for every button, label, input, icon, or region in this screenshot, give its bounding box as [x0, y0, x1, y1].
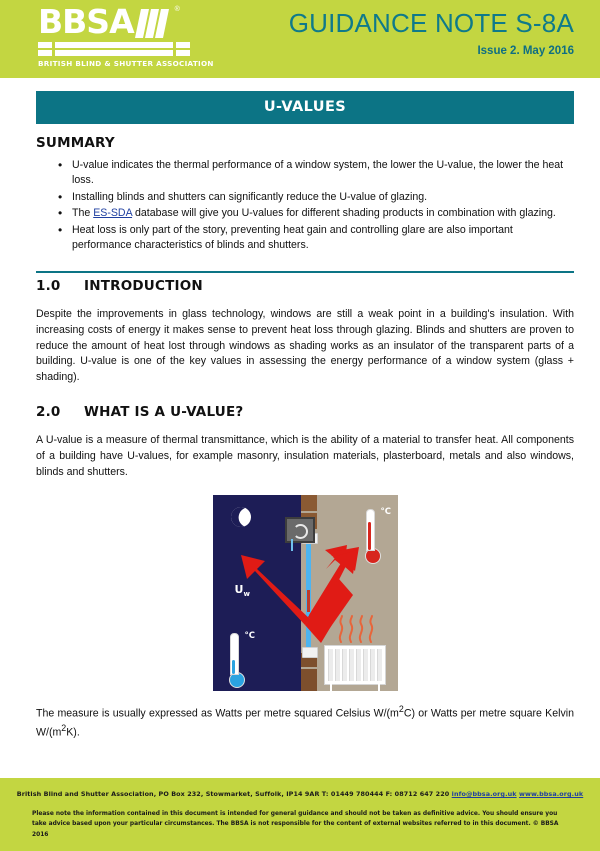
section-number: 1.0	[36, 277, 61, 294]
section-heading-introduction	[36, 278, 574, 294]
bullet-text: Heat loss is only part of the story, preventing heat gain and controlling glare are also important performance characteristics of blinds and shutters.	[72, 223, 513, 252]
section-body-what-is-a-u-value: A U-value is a measure of thermal transmittance, which is the ability of a material to transfer heat. All components of a building have U-values, for example masonry, insulation materials, plasterboard, metals and also windows, blinds and shutters.	[36, 434, 574, 478]
bbsa-logo	[38, 2, 228, 68]
list-item	[58, 223, 574, 254]
bullet-text: Installing blinds and shutters can significantly reduce the U-value of glazing.	[72, 190, 428, 203]
radiator-legs	[324, 684, 386, 691]
footer-website-link[interactable]: www.bbsa.org.uk	[518, 790, 584, 798]
thermometer-cold	[229, 630, 255, 688]
logo-subtitle: BRITISH BLIND & SHUTTER ASSOCIATION	[38, 59, 214, 68]
logo-brand-text: BBSA	[38, 2, 134, 41]
document-title: GUIDANCE NOTE S-8A	[288, 8, 574, 38]
closing-text-part-1: The measure is usually expressed as Watts per metre squared Celsius W/(m	[36, 707, 399, 720]
bullet-text: The	[72, 207, 94, 220]
page-body	[0, 91, 600, 742]
figure-container	[36, 495, 574, 691]
section-title: INTRODUCTION	[84, 277, 203, 294]
thermometer-tube	[366, 509, 375, 551]
logo-mark	[38, 2, 228, 41]
summary-heading: SUMMARY	[36, 135, 115, 151]
bullet-text-post: database will give you U-values for different shading products in combination with glazing.	[132, 207, 556, 220]
section-number: 2.0	[36, 404, 61, 421]
rising-heat-icon	[336, 615, 376, 643]
closing-text-part-3: K).	[66, 726, 80, 739]
logo-bars-decoration	[38, 42, 190, 56]
degree-label-cold: °C	[244, 630, 255, 641]
list-item	[58, 158, 574, 189]
thermometer-hot	[365, 506, 391, 564]
section-title: WHAT IS A U-VALUE?	[84, 404, 244, 421]
superscript-squared-1: 2	[398, 703, 404, 714]
content-column	[36, 91, 574, 742]
list-item	[58, 206, 574, 221]
registered-trademark-icon: ®	[174, 6, 180, 13]
es-sda-link[interactable]: ES-SDA	[93, 207, 133, 220]
radiator-icon	[324, 645, 386, 685]
footer-disclaimer: Please note the information contained in this document is intended for general guidance and should not be taken as definitive advice. You should ensure you take advice based upon your particular circumstances. The BBSA is not responsible for the content of external websites referred to in this document. © BBSA 2016	[32, 811, 559, 838]
uw-symbol: U	[234, 582, 244, 596]
thermometer-tube	[230, 633, 239, 675]
closing-paragraph	[36, 703, 574, 742]
closing-text-part-2: C) or Watts per metre square Kelvin W/(m	[36, 707, 574, 739]
summary-bullet-list	[36, 158, 574, 254]
section-heading-what-is-a-u-value	[36, 404, 574, 420]
document-issue: Issue 2. May 2016	[477, 45, 574, 58]
document-title-bar: U-VALUES	[36, 91, 574, 124]
list-item	[58, 190, 574, 205]
header-title-block	[289, 10, 574, 57]
section-body-introduction: Despite the improvements in glass technology, windows are still a weak point in a building's insulation. With increasing costs of energy it makes sense to prevent heat loss through glazing. Blinds and shutters are proven to reduce the amount of heat lost through windows as shading works as an insulator of the transparent parts of a building. U-value is one of the key values in assessing the energy performance of a window system (glass + shading).	[36, 307, 574, 384]
footer-contact-line	[0, 778, 600, 798]
page-header	[0, 0, 600, 78]
page-footer	[0, 778, 600, 851]
section-divider	[36, 271, 574, 273]
u-value-diagram	[213, 495, 398, 691]
thermometer-fill	[232, 660, 235, 674]
degree-label-hot: °C	[380, 506, 391, 517]
footer-email-link[interactable]: info@bbsa.org.uk	[451, 790, 517, 798]
thermometer-fill	[368, 522, 371, 550]
superscript-squared-2: 2	[61, 723, 67, 734]
footer-address: British Blind and Shutter Association, PO Box 232, Stowmarket, Suffolk, IP14 9AR T: 01449 780444 F: 08712 647 220	[16, 790, 452, 798]
uw-subscript: w	[243, 590, 250, 599]
bullet-text: U-value indicates the thermal performance of a window system, the lower the U-value, the lower the heat loss.	[72, 159, 564, 187]
logo-slashes-icon	[135, 7, 175, 40]
